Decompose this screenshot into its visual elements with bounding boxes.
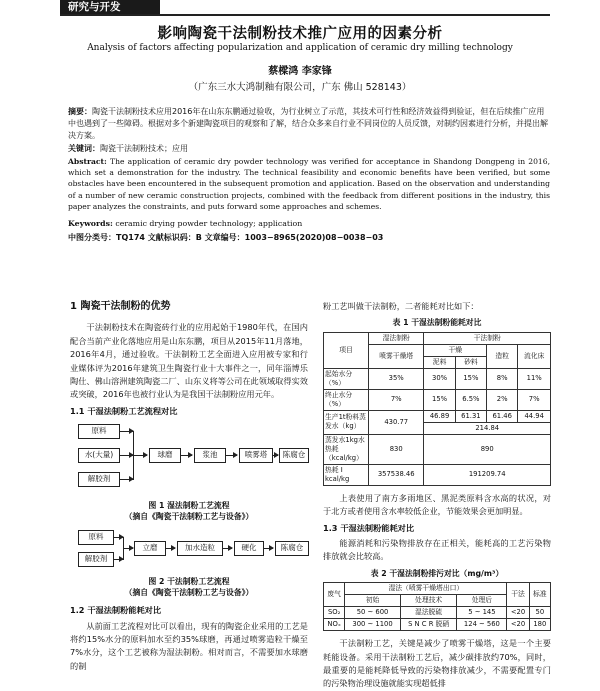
t1-h-dry-drying: 干燥 <box>424 344 487 356</box>
t2-h-wet: 湿法（喷雾干燥塔出口） <box>345 583 507 595</box>
classification-line: 中图分类号：TQ174 文献标识码：B 文章编号：1003−8965(2020)08−0038−03 <box>68 233 384 242</box>
t1-h-wet: 湿法制粉 <box>369 332 424 344</box>
right-paragraph-1: 上表使用了南方多雨地区、黑泥类原料含水高的状况，对于北方或者使用含水率较低企业，节能效果会更加明显。 <box>323 492 551 517</box>
t2-cell: NOₓ <box>324 619 345 631</box>
keywords-cn-label: 关键词： <box>68 144 100 153</box>
t2-h-std: 标准 <box>529 583 550 607</box>
keywords-cn <box>68 143 550 155</box>
fig1-arrow <box>119 455 133 456</box>
t1-h-item: 项目 <box>324 332 369 368</box>
table-2-caption: 表 2 干湿法制粉排污对比（mg/m³） <box>370 568 504 578</box>
t1-cell: 2% <box>487 389 518 410</box>
t1-cell: 830 <box>369 434 424 464</box>
t1-h-dry: 干法制粉 <box>424 332 551 344</box>
section-1-paragraph: 干法制粉技术在陶瓷砖行业的应用起始于1980年代，在国内配合当前产业化落地应用是山东东鹏，项目从2015年11月落地，2016年4月，通过验收。干法制粉工艺全面进入应用被专家和行业媒体评为2016年建筑卫生陶瓷行业十大事件之一，同年淄博乐陶仕、佛山溶洲建筑陶瓷二厂、山东义将等公司在此领域取得实效或突破，2016年也被行业认为是我国干法制粉应用元年。 <box>70 322 308 400</box>
t1-cell: 15% <box>424 389 455 410</box>
affiliation: （广东三水大鸿制釉有限公司，广东 佛山 528143） <box>188 82 412 93</box>
table-2-emissions <box>323 582 551 631</box>
fig2-box-hardening: 硬化 <box>234 541 264 556</box>
t1-cell: 430.77 <box>369 410 424 434</box>
t1-cell: 7% <box>518 389 551 410</box>
subsection-1-2-paragraph: 从前面工艺流程对比可以看出，现有的陶瓷企业采用的工艺是将约15%水分的原料加水至约35%球磨，再通过喷雾造粒干燥至7%水分，这个工艺被称为湿法制粉。相对而言，不需要加水球磨的制 <box>70 620 308 671</box>
table-row <box>324 607 551 619</box>
section-label: 研究与开发 <box>60 0 160 14</box>
authors: 蔡樑鸿 李家锋 <box>268 66 332 77</box>
abstract-cn-label: 摘要： <box>68 107 92 116</box>
t1-cell: 30% <box>424 368 455 389</box>
figure-2-caption: 图 2 干法制粉工艺流程 <box>148 577 230 587</box>
fig2-arrow <box>222 548 232 549</box>
subsection-1-1-heading: 1.1 干湿法制粉工艺流程对比 <box>70 405 178 416</box>
t1-cell: 生产1t粉料蒸发水（kg） <box>324 410 369 434</box>
right-intro: 粉工艺叫做干法制粉，二者能耗对比如下： <box>323 301 479 311</box>
fig1-arrow <box>225 455 237 456</box>
t1-cell: 61.46 <box>487 410 518 422</box>
t1-cell: 35% <box>369 368 424 389</box>
fig1-arrow <box>119 479 133 480</box>
fig1-box-raw: 原料 <box>78 424 120 439</box>
fig1-box-deflocculant: 解胶剂 <box>78 472 120 487</box>
figure-1-wet-process <box>70 422 308 494</box>
fig2-arrow <box>113 559 123 560</box>
table-row <box>324 389 551 410</box>
t2-h-initial: 初始 <box>345 595 401 607</box>
subsection-1-3-heading: 1.3 干湿法制粉能耗对比 <box>323 522 415 533</box>
t2-h-dry: 干法 <box>507 583 529 607</box>
keywords-cn-text: 陶瓷干法制粉技术；应用 <box>100 144 188 153</box>
t2-cell: SO₂ <box>324 607 345 619</box>
abstract-en <box>68 156 550 212</box>
fig2-arrow <box>113 537 123 538</box>
t1-cell: 214.84 <box>424 422 551 434</box>
t1-cell: 44.94 <box>518 410 551 422</box>
left-column <box>70 300 308 673</box>
section-1-heading: 1 陶瓷干法制粉的优势 <box>70 301 171 312</box>
t1-cell: 15% <box>455 368 486 389</box>
t2-cell: 湿法脱硫 <box>400 607 457 619</box>
t1-cell: 11% <box>518 368 551 389</box>
abstract-en-label: Abstract: <box>68 157 107 166</box>
fig1-box-slurry: 浆池 <box>194 448 226 463</box>
t2-cell: 124 ~ 560 <box>457 619 507 631</box>
table-row <box>324 619 551 631</box>
t2-cell: S N C R 脱硝 <box>400 619 457 631</box>
abstract-en-text: The application of ceramic dry powder technology was verified for acceptance in Shandong Dongpeng in 2016, which set a demonstration for the industry. The technical feasibility and economic benefits have been verified, but some obstacles have been encountered in the subsequent promotion and application. Based on the observation and understanding of a number of new ceramic construction projects, combined with the feedback from different positions in the industry, this paper analyzes the constraints, and puts forward some approaches and schemes. <box>68 157 550 211</box>
right-paragraph-3: 干法制粉工艺，关键是减少了喷雾干燥塔，这是一个主要耗能设备。采用干法制粉工艺后，减少碳排放约70%，同时，最重要的是能耗降低导致的污染物排放减少，不需要配置专门的污染物治理设施就能实现超低排 <box>323 638 551 689</box>
t1-cell: 8% <box>487 368 518 389</box>
t2-cell: <20 <box>507 619 529 631</box>
fig1-box-water: 水(大量) <box>78 448 120 463</box>
header-rule <box>60 14 550 16</box>
t1-cell: 蒸发水1kg水热耗（kcal/kg） <box>324 434 369 464</box>
fig1-arrow <box>180 455 192 456</box>
table-1-caption: 表 1 干湿法制粉能耗对比 <box>392 318 482 328</box>
fig1-arrow <box>272 455 278 456</box>
subsection-1-2-heading: 1.2 干湿法制粉能耗对比 <box>70 605 162 616</box>
fig2-arrow <box>123 548 133 549</box>
figure-1-caption: 图 1 湿法制粉工艺流程 <box>148 501 230 511</box>
t1-cell: 61.31 <box>455 410 486 422</box>
figure-2-dry-process <box>70 528 308 568</box>
t1-cell: 6.5% <box>455 389 486 410</box>
fig1-arrow <box>119 431 133 432</box>
fig2-box-verticalmill: 立磨 <box>134 541 166 556</box>
t1-cell: 890 <box>424 434 551 464</box>
table-row <box>324 434 551 464</box>
table-row <box>324 368 551 389</box>
t2-cell: 5 ~ 145 <box>457 607 507 619</box>
fig1-box-spraytower: 喷雾塔 <box>239 448 273 463</box>
t2-cell: 180 <box>529 619 550 631</box>
table-1-energy <box>323 332 551 486</box>
t1-cell: 357538.46 <box>369 464 424 485</box>
fig2-box-granulation: 加水造粒 <box>177 541 223 556</box>
t2-h-process: 处理技术 <box>400 595 457 607</box>
fig1-arrow <box>133 455 147 456</box>
right-column <box>323 300 551 691</box>
table-row <box>324 410 551 422</box>
title-cn: 影响陶瓷干法制粉技术推广应用的因素分析 <box>157 26 443 42</box>
t1-cell: 终止水分（%） <box>324 389 369 410</box>
title-en: Analysis of factors affecting popularization and application of ceramic dry milling technology <box>87 43 513 53</box>
t1-h-clay: 泥料 <box>424 356 455 368</box>
abstract-cn <box>68 106 550 142</box>
t2-h-after: 处理后 <box>457 595 507 607</box>
table-row <box>324 464 551 485</box>
fig2-arrow <box>263 548 273 549</box>
t1-h-wet-sub: 喷雾干燥塔 <box>369 344 424 368</box>
abstract-cn-text: 陶瓷干法制粉技术应用2016年在山东东鹏通过验收，为行业树立了示范，其技术可行性和经济效益得到验证，但在后续推广应用中也遇到了一些障碍。根据对多个新建陶瓷项目的观察和了解，结合众多来自行业不同岗位的人员反馈，对制约因素进行分析，并提出解决方案。 <box>68 107 548 140</box>
t1-cell: 热耗 I kcal/kg <box>324 464 369 485</box>
t2-h-pollutant: 废气 <box>324 583 345 607</box>
figure-2-source: （摘自《陶瓷干法制粉工艺与设备》） <box>124 588 254 598</box>
t1-h-dry-fluidbed: 流化床 <box>518 344 551 368</box>
figure-1-source: （摘自《陶瓷干法制粉工艺与设备》） <box>124 512 254 522</box>
t2-cell: 50 ~ 600 <box>345 607 401 619</box>
fig2-box-deflocculant: 解胶剂 <box>78 552 114 567</box>
fig1-box-silo: 陈腐仓 <box>279 448 309 463</box>
fig2-arrow <box>165 548 175 549</box>
right-paragraph-2: 能源消耗和污染物排放存在正相关，能耗高的工艺污染物排放就会比较高。 <box>323 538 551 562</box>
t1-h-dry-granulation: 造粒 <box>487 344 518 368</box>
t1-cell: 46.89 <box>424 410 455 422</box>
t2-cell: 300 ~ 1100 <box>345 619 401 631</box>
t1-cell: 191209.74 <box>424 464 551 485</box>
keywords-en-label: Keywords: <box>68 219 113 228</box>
keywords-en <box>68 218 550 230</box>
t2-cell: 50 <box>529 607 550 619</box>
t2-cell: <20 <box>507 607 529 619</box>
fig2-box-raw: 原料 <box>78 530 114 545</box>
t1-h-sand: 砂料 <box>455 356 486 368</box>
fig1-box-ballmill: 球磨 <box>149 448 181 463</box>
fig2-box-silo: 陈腐仓 <box>275 541 309 556</box>
t1-cell: 起始水分（%） <box>324 368 369 389</box>
keywords-en-text: ceramic drying powder technology; application <box>115 219 303 228</box>
t1-cell: 7% <box>369 389 424 410</box>
